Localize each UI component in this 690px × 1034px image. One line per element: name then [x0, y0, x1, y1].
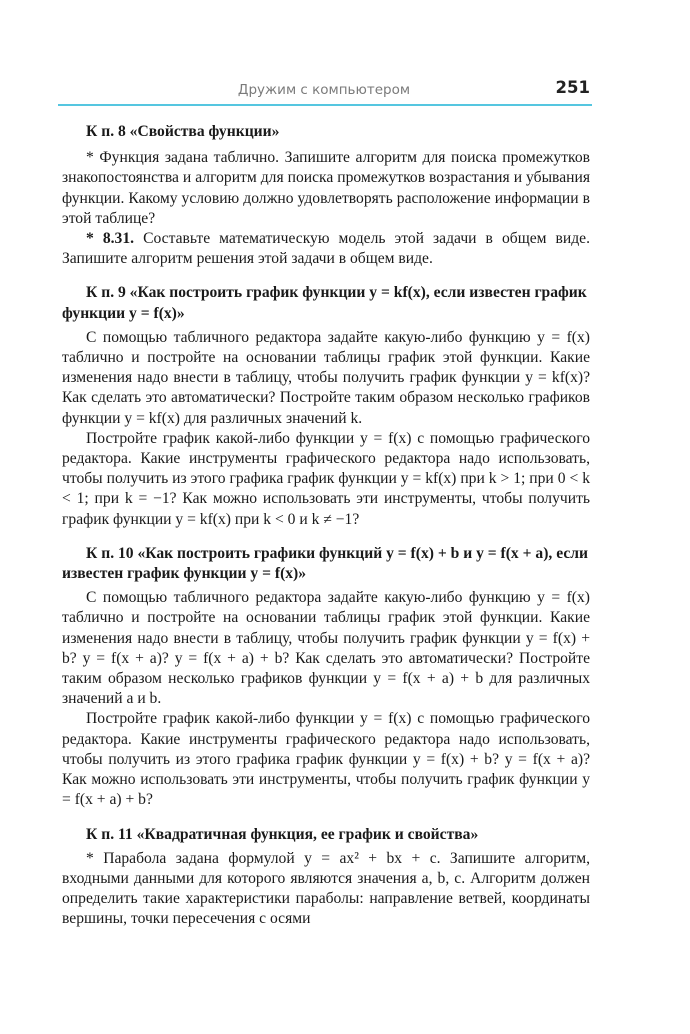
section-heading-8: К п. 8 «Свойства функции»	[86, 123, 280, 140]
page-number: 251	[555, 78, 590, 97]
header-rule	[58, 104, 592, 106]
paragraph-10-1: С помощью табличного редактора задайте какую-либо функцию y = f(x) таблично и постройте на основании таблицы график этой функции. Какие изменения надо внести в таблицу, чтобы получить график функции y = f(x) + b? y = f(x + a)? y = f(x + a) + b? Как сделать это автоматически? Постройте таким образом несколько графиков функции y = f(x + a) + b для различных значений a и b.	[62, 589, 590, 708]
section-heading-9: К п. 9 «Как построить график функции y = kf(x), если известен график функции y = f(x)»	[62, 284, 587, 322]
section-heading-10: К п. 10 «Как построить графики функций y = f(x) + b и y = f(x + a), если известен график функции y = f(x)»	[62, 544, 588, 583]
paragraph-9-2: Постройте график какой-либо функции y = f(x) с помощью графического редактора. Какие инструменты графического редактора надо использовать, чтобы получить из этого графика график функции y = kf(x) при k > 1; при 0 < k < 1; при k = −1? Как можно использовать эти инструменты, чтобы получить график функции y = kf(x) при k < 0 и k ≠ −1?	[62, 429, 590, 528]
paragraph-8-1: * Функция задана таблично. Запишите алгоритм для поиска промежутков знакопостоянства и алгоритм для поиска промежутков возрастания и убывания функции. Какому условию должно удовлетворять расположение информации в этой таблице?	[62, 149, 590, 227]
exercise-text-8-31: Составьте математическую модель этой задачи в общем виде. Запишите алгоритм решения этой задачи в общем виде.	[62, 230, 590, 268]
running-title: Дружим с компьютером	[237, 82, 411, 98]
paragraph-11-1: * Парабола задана формулой y = ax² + bx + c. Запишите алгоритм, входными данными для которого являются значения a, b, c. Алгоритм должен определить такие характеристики параболы: направление ветвей, координаты вершины, точки пересечения с осями	[62, 849, 590, 928]
exercise-label-8-31: * 8.31.	[86, 230, 135, 248]
page-content	[62, 120, 590, 930]
paragraph-8-2	[62, 229, 590, 269]
paragraph-9-1: С помощью табличного редактора задайте какую-либо функцию y = f(x) таблично и постройте на основании таблицы график этой функции. Какие изменения надо внести в таблицу, чтобы получить график функции y = kf(x)? Как сделать это автоматически? Постройте таким образом несколько графиков функции y = kf(x) для различных значений k.	[62, 328, 590, 427]
section-heading-11: К п. 11 «Квадратичная функция, ее график и свойства»	[86, 825, 479, 843]
paragraph-10-2: Постройте график какой-либо функции y = f(x) с помощью графического редактора. Какие инструменты графического редактора надо использовать, чтобы получить из этого графика график функции y = f(x) + b? y = f(x + a)? Как можно использовать эти инструменты, чтобы получить график функции y = f(x + a) + b?	[62, 710, 590, 809]
